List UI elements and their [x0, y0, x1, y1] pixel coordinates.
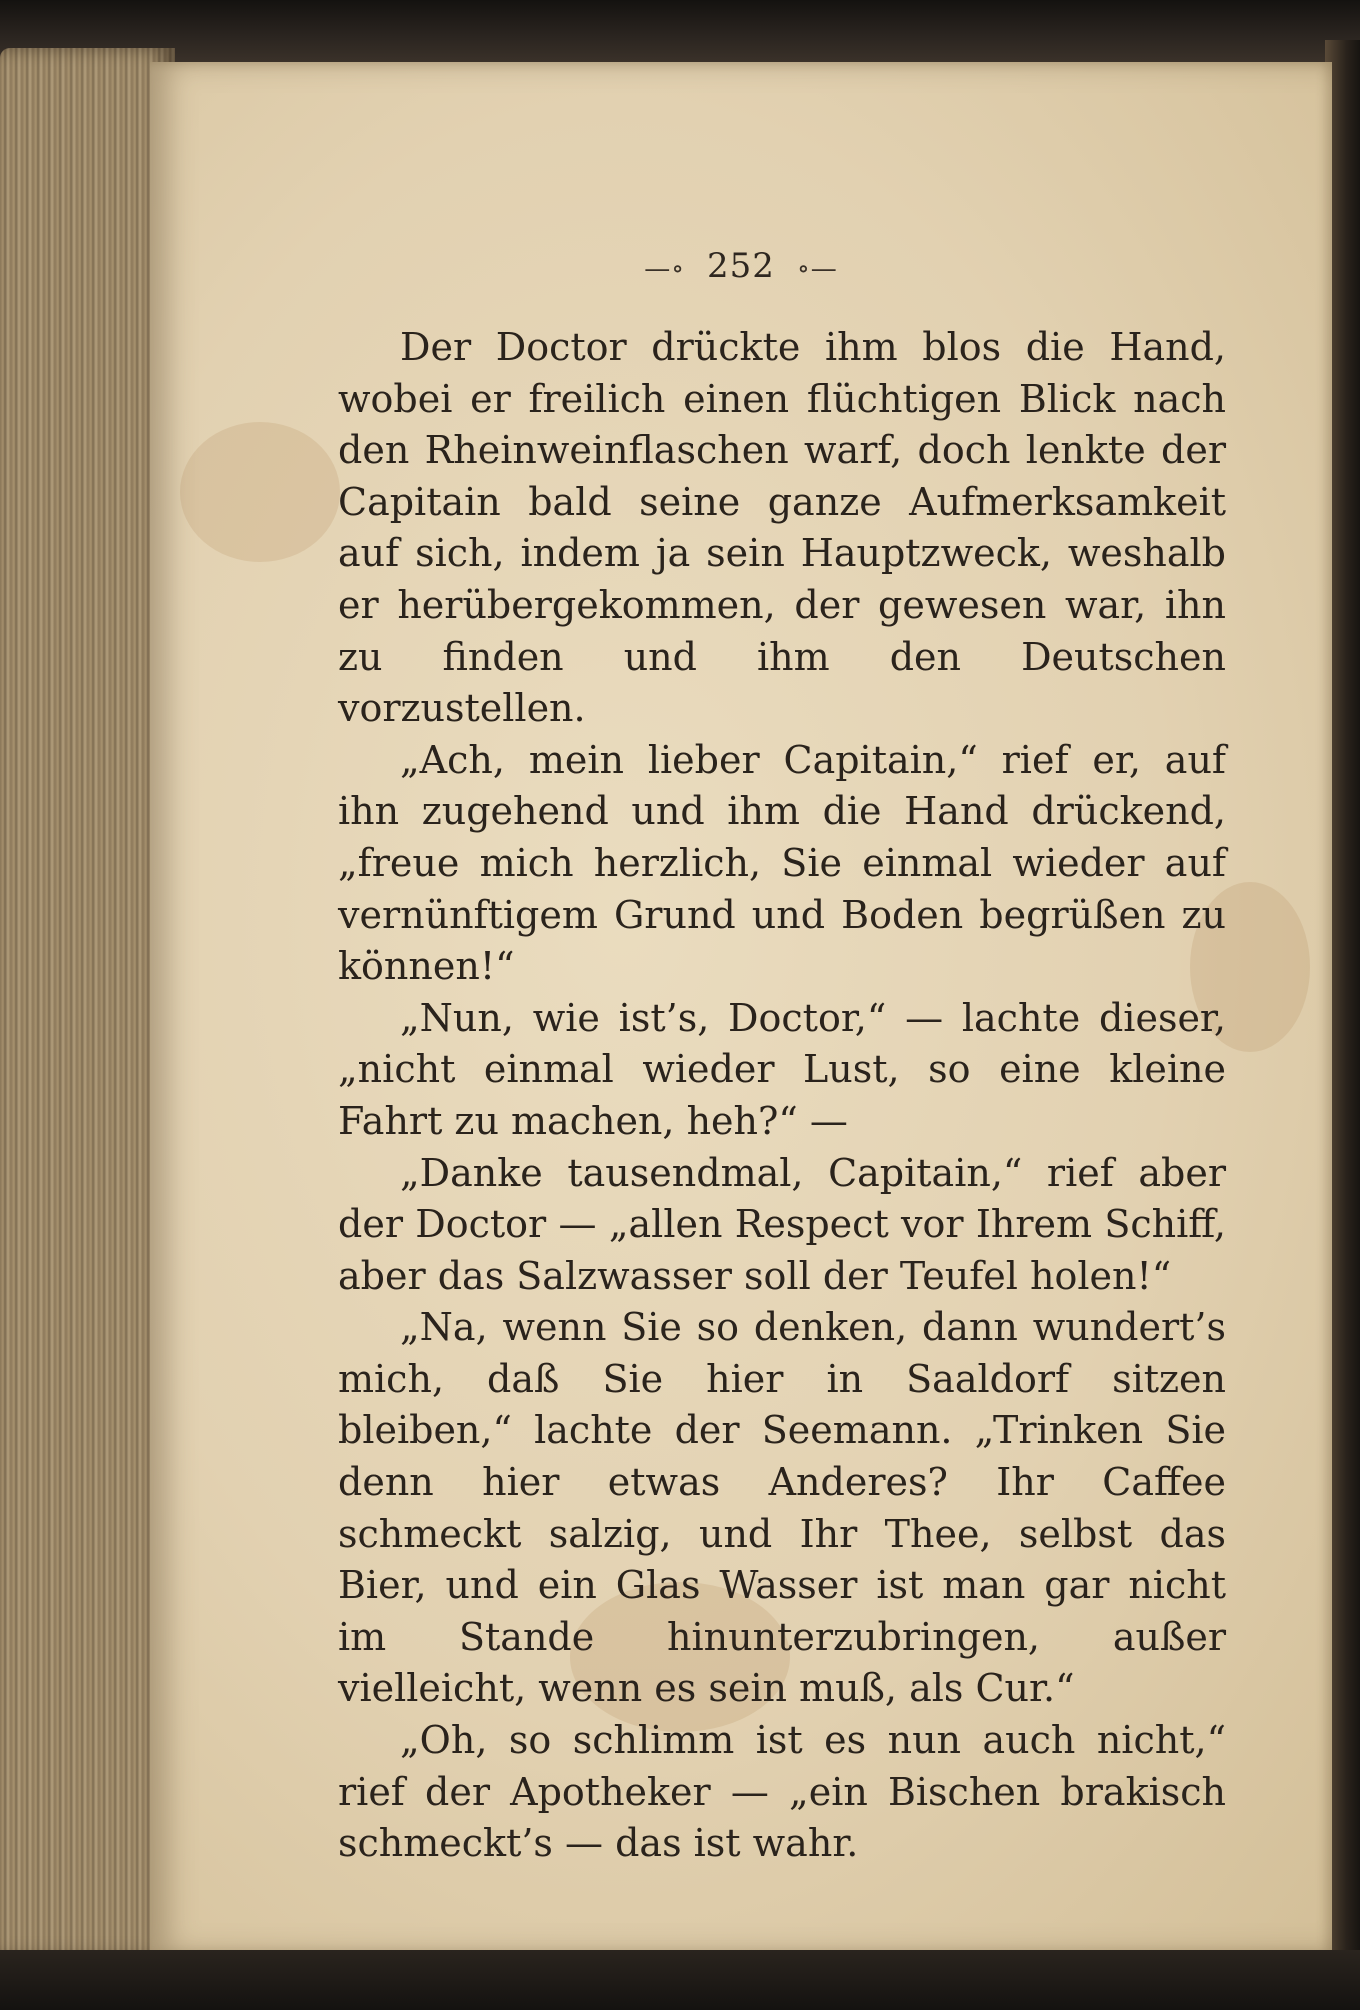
paragraph: „Na, wenn Sie so denken, dann wundert’s mich, daß Sie hier in Saaldorf sitzen bleiben,“ lachte der Seemann. „Trinken Sie denn hier etwas Anderes? Ihr Caffee schmeckt salzig, und Ihr Thee, selbst das Bier, und ein Glas Wasser ist man gar nicht im Stande hinunterzubringen, außer vielleicht, wenn es sein muß, als Cur.“: [338, 1305, 1226, 1711]
paragraph: „Oh, so schlimm ist es nun auch nicht,“ rief der Apotheker — „ein Bischen brakisch schmeckt’s — das ist wahr.: [338, 1718, 1226, 1866]
bottom-edge: [0, 1950, 1360, 2010]
top-edge: [0, 0, 1360, 62]
page-header: [150, 246, 1332, 286]
paragraph: Der Doctor drückte ihm blos die Hand, wobei er freilich einen flüchtigen Blick nach den Rheinweinflaschen warf, doch lenkte der Capitain bald seine ganze Aufmerksamkeit auf sich, indem ja sein Hauptzweck, weshalb er herübergekommen, der gewesen war, ihn zu finden und ihm den Deutschen vorzustellen.: [338, 325, 1226, 731]
paper-stain: [180, 422, 340, 562]
ornament-right: ∘—: [796, 254, 838, 284]
page-number: 252: [707, 246, 775, 286]
paragraph: „Nun, wie ist’s, Doctor,“ — lachte dieser, „nicht einmal wieder Lust, so eine kleine Fahrt zu machen, heh?“ —: [338, 995, 1226, 1143]
page-stack-edge: [0, 48, 175, 1958]
ornament-left: —∘: [644, 254, 686, 284]
body-text: [338, 322, 1226, 1870]
paragraph: „Ach, mein lieber Capitain,“ rief er, auf ihn zugehend und ihm die Hand drückend, „freue mich herzlich, Sie einmal wieder auf vernünftigem Grund und Boden begrüßen zu können!“: [338, 737, 1226, 989]
paragraph: „Danke tausendmal, Capitain,“ rief aber der Doctor — „allen Respect vor Ihrem Schiff, aber das Salzwasser soll der Teufel holen!“: [338, 1150, 1226, 1298]
